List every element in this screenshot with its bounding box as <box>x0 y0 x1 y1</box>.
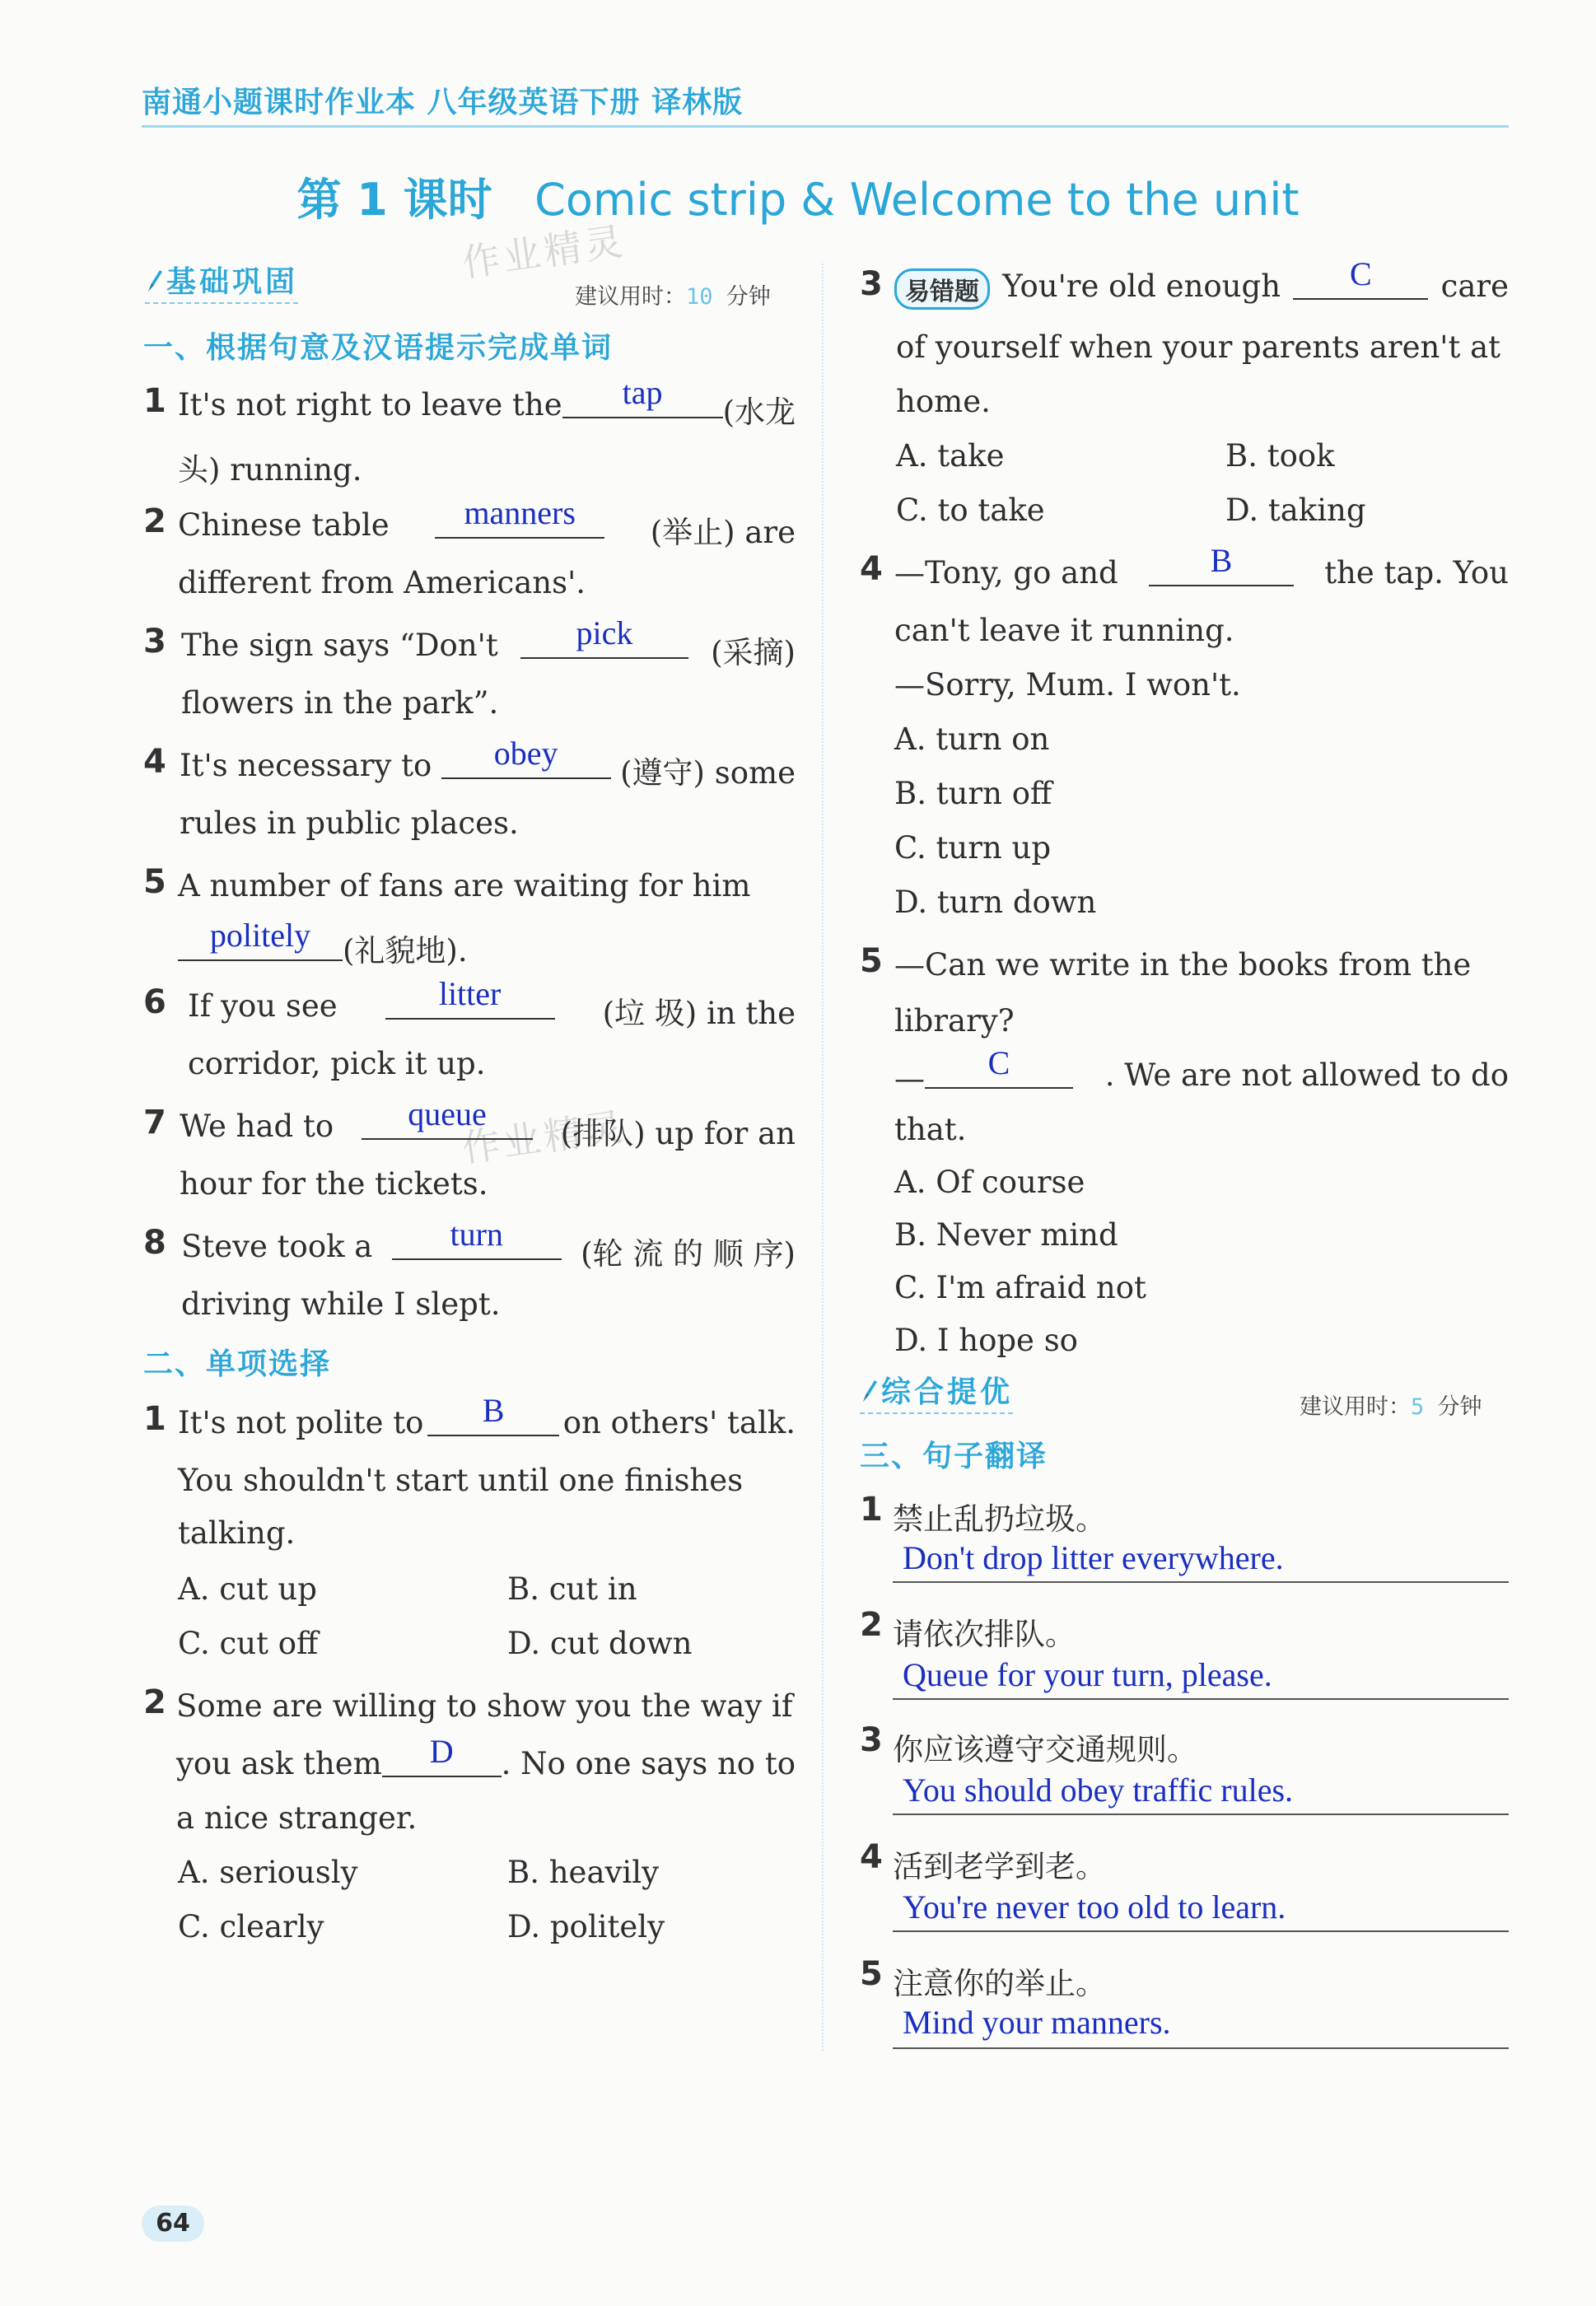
question-text: You're old enough <box>1002 268 1281 304</box>
question-line: talking. <box>178 1515 296 1551</box>
question-line: that. <box>894 1112 967 1147</box>
question-number: 3 <box>860 265 883 303</box>
lesson-number: 第 1 课时 <box>296 174 492 226</box>
question-line: Some are willing to show you the way if <box>176 1688 793 1724</box>
question-text: It's not right to leave the <box>178 387 562 422</box>
translation-answer: You're never too old to learn. <box>903 1888 1286 1926</box>
question-line: A number of fans are waiting for him <box>178 868 751 903</box>
section-name: 综合提优 <box>881 1375 1014 1409</box>
answer-text: obey <box>493 735 558 772</box>
answer-blank <box>441 735 611 779</box>
section-advanced <box>860 1369 1013 1414</box>
option: D. taking <box>1225 492 1366 528</box>
question-text: . No one says no to <box>501 1746 796 1781</box>
answer-blank <box>427 1392 559 1436</box>
option: D. cut down <box>507 1626 693 1661</box>
time-value: 5 <box>1411 1394 1425 1420</box>
answer-line <box>893 1698 1509 1700</box>
option: C. turn up <box>894 830 1052 866</box>
hint-text: (垃 圾) in the <box>602 996 796 1031</box>
question-text: . We are not allowed to do <box>1104 1057 1509 1093</box>
option: A. turn on <box>894 721 1050 757</box>
option: C. to take <box>896 492 1045 528</box>
question-line <box>894 255 1509 310</box>
hint-text: (排队) up for an <box>560 1116 796 1151</box>
suggested-time <box>1300 1389 1482 1421</box>
question-line: a nice stranger. <box>176 1800 418 1836</box>
answer-text: turn <box>450 1216 503 1253</box>
answer-blank <box>435 494 604 539</box>
question-line <box>188 975 796 1033</box>
question-text: We had to <box>180 1109 334 1144</box>
time-label: 建议用时： <box>1300 1394 1411 1420</box>
question-line: corridor, pick it up. <box>188 1046 486 1081</box>
question-line <box>894 1044 1509 1096</box>
part2-heading: 二、单项选择 <box>143 1347 332 1381</box>
answer-line <box>893 1814 1509 1815</box>
question-number: 3 <box>143 623 166 661</box>
answer-blank <box>382 1733 502 1777</box>
question-line: You shouldn't start until one finishes <box>178 1463 744 1498</box>
question-line: flowers in the park”. <box>181 685 499 721</box>
answer-text: tap <box>622 374 663 411</box>
answer-blank <box>178 917 343 961</box>
translation-answer: Queue for your turn, please. <box>903 1656 1272 1693</box>
answer-blank <box>362 1095 533 1140</box>
translation-answer: Mind your manners. <box>903 2004 1171 2041</box>
answer-text: D <box>429 1733 454 1770</box>
chinese-sentence: 注意你的举止。 <box>893 1966 1106 2001</box>
answer-text: C <box>1349 255 1372 292</box>
option: C. cut off <box>178 1626 319 1661</box>
question-line <box>176 1733 796 1781</box>
question-text: —Tony, go and <box>894 555 1118 591</box>
option: B. cut in <box>507 1571 637 1607</box>
answer-text: B <box>1210 542 1233 579</box>
hint-text: (采摘) <box>711 635 796 670</box>
question-number: 5 <box>860 1955 883 1993</box>
question-text: Chinese table <box>178 507 390 543</box>
chinese-sentence: 禁止乱扔垃圾。 <box>893 1501 1106 1537</box>
option: B. took <box>1225 438 1335 474</box>
question-line: of yourself when your parents aren't at <box>896 329 1501 365</box>
question-line: —Sorry, Mum. I won't. <box>894 667 1241 703</box>
option: B. turn off <box>894 776 1052 811</box>
answer-blank <box>385 975 555 1020</box>
question-line <box>894 542 1509 591</box>
question-line: —Can we write in the books from the <box>894 947 1472 983</box>
error-prone-tag: 易错题 <box>894 268 990 310</box>
translation-answer: Don't drop litter everywhere. <box>903 1539 1284 1576</box>
question-number: 8 <box>143 1224 166 1262</box>
question-line: driving while I slept. <box>181 1286 501 1322</box>
question-line <box>178 917 468 970</box>
question-text <box>894 1044 1073 1096</box>
question-text: on others' talk. <box>562 1405 796 1440</box>
option: D. politely <box>507 1909 665 1944</box>
answer-text: manners <box>464 494 576 531</box>
time-value: 10 <box>686 284 713 310</box>
chinese-sentence: 活到老学到老。 <box>893 1849 1106 1884</box>
question-line: 头) running. <box>178 452 362 488</box>
answer-text: politely <box>209 917 311 954</box>
question-line: library? <box>894 1003 1015 1039</box>
question-text: It's necessary to <box>180 748 432 783</box>
option: B. Never mind <box>894 1217 1118 1253</box>
question-line: hour for the tickets. <box>180 1166 488 1202</box>
question-number: 7 <box>143 1104 166 1141</box>
option: D. I hope so <box>894 1323 1078 1358</box>
question-line <box>180 1095 796 1153</box>
answer-blank <box>392 1216 562 1260</box>
watermark: 作业精灵 <box>459 1104 629 1171</box>
question-line <box>178 374 796 432</box>
answer-line <box>893 2047 1509 2049</box>
question-number: 2 <box>143 1683 166 1721</box>
hint-text: (水龙 <box>722 394 796 430</box>
time-unit: 分钟 <box>726 284 771 310</box>
question-line <box>180 735 796 792</box>
hint-text: (轮 流 的 顺 序) <box>581 1236 796 1272</box>
answer-blank <box>925 1044 1073 1089</box>
answer-text: litter <box>438 975 502 1012</box>
question-number: 6 <box>143 983 166 1021</box>
section-basic <box>145 259 298 304</box>
question-number: 1 <box>143 1400 166 1438</box>
watermark: 作业精灵 <box>459 218 629 286</box>
question-number: 3 <box>860 1721 883 1759</box>
question-number: 5 <box>860 942 883 980</box>
chinese-sentence: 请依次排队。 <box>893 1617 1076 1652</box>
pencil-icon <box>145 267 163 295</box>
header-rule <box>142 125 1509 128</box>
dash-text: — <box>894 1061 925 1096</box>
question-line: can't leave it running. <box>894 613 1234 648</box>
question-number: 2 <box>143 502 166 540</box>
suggested-time <box>575 278 771 310</box>
option: A. Of course <box>894 1165 1085 1200</box>
answer-text: C <box>987 1044 1010 1081</box>
answer-line <box>893 1930 1509 1932</box>
question-number: 4 <box>860 1838 883 1876</box>
question-line: home. <box>896 384 991 419</box>
answer-blank <box>562 374 723 418</box>
option: A. seriously <box>178 1855 358 1890</box>
question-text: Steve took a <box>181 1229 373 1264</box>
page-number: 64 <box>142 2206 204 2242</box>
option: C. clearly <box>178 1909 324 1944</box>
option: C. I'm afraid not <box>894 1270 1146 1305</box>
question-number: 2 <box>860 1606 883 1644</box>
time-unit: 分钟 <box>1437 1394 1482 1420</box>
answer-text: pick <box>576 614 633 651</box>
answer-blank <box>520 614 688 659</box>
part3-heading: 三、句子翻译 <box>860 1440 1048 1473</box>
answer-blank <box>1293 255 1428 300</box>
question-text: If you see <box>188 988 338 1024</box>
lesson-topic: Comic strip & Welcome to the unit <box>534 174 1300 226</box>
question-number: 4 <box>143 743 166 781</box>
lesson-title <box>0 165 1596 228</box>
hint-text: (礼貌地). <box>343 933 468 969</box>
section-name: 基础巩固 <box>166 265 299 299</box>
part1-heading: 一、根据句意及汉语提示完成单词 <box>143 331 614 365</box>
option: A. cut up <box>178 1571 317 1607</box>
chinese-sentence: 你应该遵守交通规则。 <box>893 1732 1197 1767</box>
time-label: 建议用时： <box>575 284 686 310</box>
question-number: 1 <box>860 1491 883 1529</box>
option: D. turn down <box>894 885 1097 920</box>
translation-answer: You should obey traffic rules. <box>903 1772 1294 1809</box>
answer-text: B <box>482 1392 505 1429</box>
question-text: It's not polite to <box>178 1405 424 1440</box>
question-text: The sign says “Don't <box>181 628 498 663</box>
question-line: different from Americans'. <box>178 565 586 600</box>
question-number: 5 <box>143 863 166 901</box>
question-number: 4 <box>860 550 883 588</box>
question-line <box>181 1216 796 1273</box>
question-line <box>178 494 796 552</box>
question-text: care <box>1440 268 1509 304</box>
answer-line <box>893 1581 1509 1583</box>
column-divider <box>822 264 824 2051</box>
question-text: the tap. You <box>1324 555 1509 591</box>
question-line <box>178 1392 796 1440</box>
answer-text: queue <box>408 1095 487 1132</box>
question-line: rules in public places. <box>180 805 519 841</box>
pencil-icon <box>860 1377 878 1405</box>
question-line <box>181 614 796 672</box>
question-number: 1 <box>143 382 166 420</box>
book-header: 南通小题课时作业本 八年级英语下册 译林版 <box>142 86 744 119</box>
option: A. take <box>896 438 1005 474</box>
hint-text: (遵守) some <box>620 755 796 791</box>
question-text: you ask them <box>176 1746 382 1781</box>
hint-text: (举止) are <box>650 515 796 550</box>
answer-blank <box>1149 542 1294 586</box>
option: B. heavily <box>507 1855 659 1890</box>
